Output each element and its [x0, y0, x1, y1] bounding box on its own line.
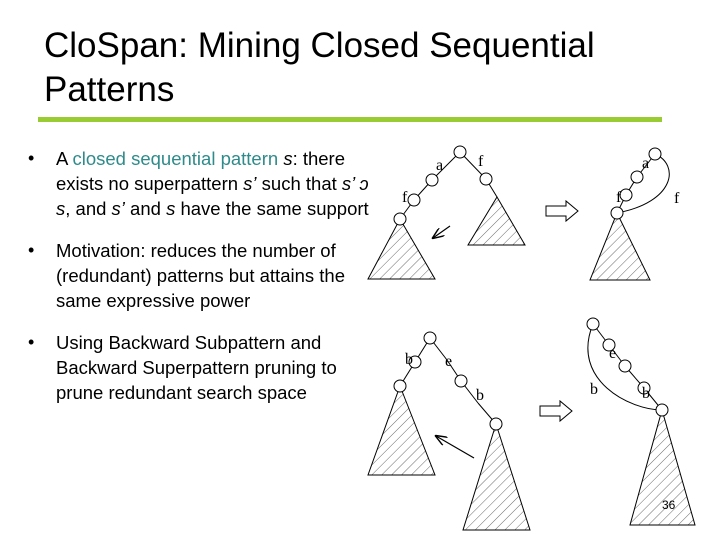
bullet-text: , and: [65, 198, 112, 219]
node-label: e: [445, 353, 453, 370]
transform-arrow: [546, 201, 578, 221]
bullet-text: and: [124, 198, 167, 219]
node: [611, 207, 623, 219]
node-label: f: [674, 190, 680, 207]
tree-top-right: [590, 148, 680, 280]
node: [490, 418, 502, 430]
node-label: b: [590, 381, 598, 398]
pruning-diagram: [350, 140, 720, 540]
title-underline: [38, 117, 662, 122]
tree-bottom-left: [368, 332, 530, 530]
bullet-text: such that: [256, 173, 342, 194]
tree-bottom-right: [587, 318, 695, 525]
variable-s-prime: s’: [111, 198, 125, 219]
slide-title: CloSpan: Mining Closed Sequential Patterns: [44, 26, 595, 109]
arrow: [433, 226, 450, 238]
bullet-text: : there exists no superpattern: [56, 148, 346, 194]
node-label: b: [405, 351, 413, 368]
node: [408, 194, 420, 206]
page-number: 36: [662, 498, 676, 512]
node: [424, 332, 436, 344]
arrow: [436, 436, 474, 458]
node: [620, 189, 632, 201]
bullet-text: A: [56, 148, 73, 169]
node: [394, 213, 406, 225]
node-label: e: [609, 345, 617, 362]
node: [426, 174, 438, 186]
node: [656, 404, 668, 416]
node-label: f: [402, 189, 408, 206]
node-label: b: [642, 385, 650, 402]
node-label: a: [642, 155, 650, 172]
variable-s: s: [283, 148, 293, 169]
node: [649, 148, 661, 160]
tree-top-left: [368, 146, 525, 279]
node: [619, 360, 631, 372]
node-label: f: [616, 189, 622, 206]
node-label: f: [478, 153, 484, 170]
bullet-motivation: • Motivation: reduces the number of (redundant) patterns but attains the same expressive power: [28, 238, 373, 313]
highlighted-term: closed sequential pattern: [72, 148, 279, 169]
node: [480, 173, 492, 185]
node: [394, 380, 406, 392]
bullet-list: [28, 146, 373, 422]
node: [455, 375, 467, 387]
bullet-pruning: • Using Backward Subpattern and Backward Superpattern pruning to prune redundant search space: [28, 330, 373, 405]
node: [454, 146, 466, 158]
bullet-text: have the same support: [175, 198, 369, 219]
node: [631, 171, 643, 183]
node-label: a: [436, 157, 444, 174]
transform-arrow: [540, 401, 572, 421]
bullet-closed-pattern: [28, 146, 373, 221]
node-label: b: [476, 387, 484, 404]
node: [587, 318, 599, 330]
superset-expression: s’ ͻ s: [56, 173, 369, 219]
variable-s-prime: s’: [243, 173, 257, 194]
variable-s: s: [166, 198, 176, 219]
